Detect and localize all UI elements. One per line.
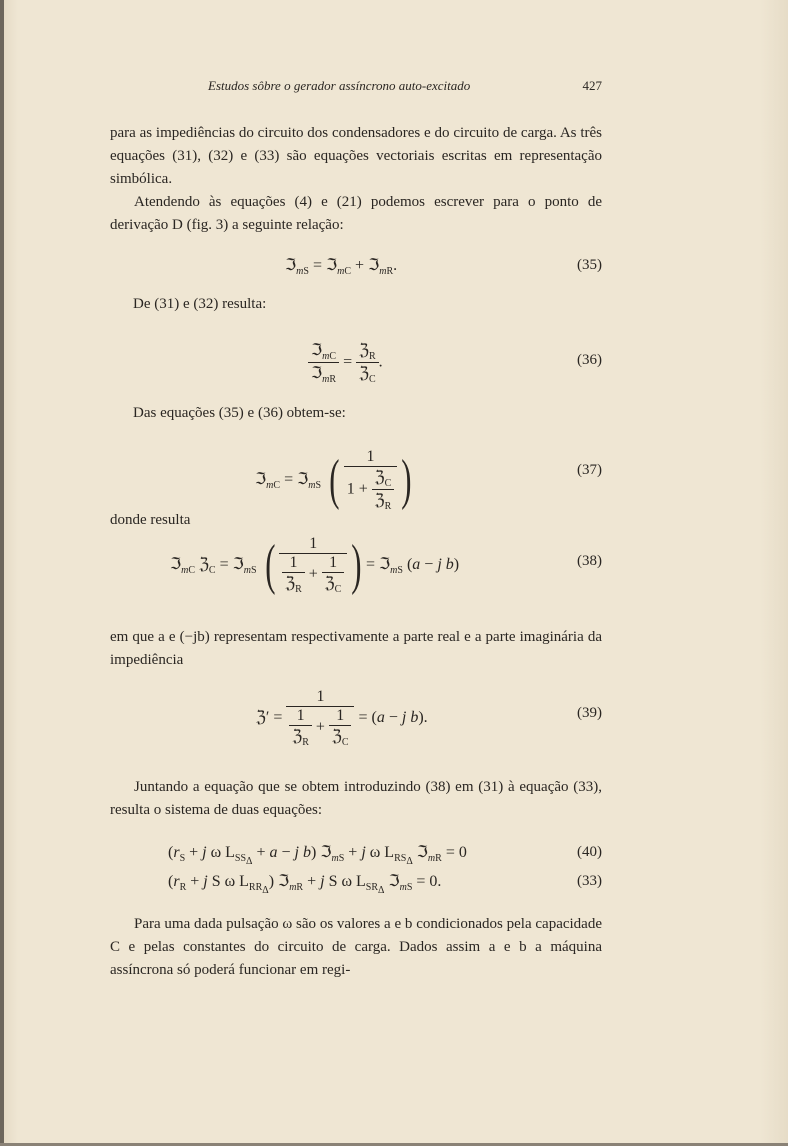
paragraph-8: Para uma dada pulsação ω são os valores a e b condicionados pela capacidade C e pelas constantes do circuito de carga. Dados assim a e b a máquina assíncrona só poderá funcionar em regi- bbox=[110, 916, 602, 978]
equation-number-38: (38) bbox=[577, 553, 602, 569]
running-title: Estudos sôbre o gerador assíncrono auto-excitado bbox=[208, 78, 471, 93]
equation-38: ℑ$_{mC}$ ℨ$_C$ = ℑ$_{mS}$ ( 1 $\frac{1}{ℨ_R}$ + $\frac{1}{ℨ_C}$ ) = ℑ$_{mS}$ (a − j b) bbox=[170, 534, 460, 597]
equation-number-36: (36) bbox=[577, 352, 602, 368]
equation-number-40: (40) bbox=[577, 844, 602, 860]
page-number: 427 bbox=[582, 78, 602, 93]
equation-40: ($r_S + j$ ω $L_{SS_\Delta} + a - j$ b) ℑ$_{mS}$ + j ω $L_{RS_\Delta}$ ℑ$_{mR}$ = 0 bbox=[168, 842, 467, 868]
equation-36: $\frac{ℑ_{mC}}{ℑ_{mR}}$ = $\frac{ℨ_R}{ℨ_C}$ . bbox=[308, 340, 383, 385]
paragraph-4: Das equações (35) e (36) obtem-se: bbox=[133, 405, 346, 421]
paragraph-6: em que a e (−jb) representam respectivamente a parte real e a parte imaginária da impediência bbox=[110, 629, 602, 668]
equation-35: ℑ$_{mS}$ = ℑ$_{mC}$ + ℑ$_{mR}$. bbox=[285, 255, 398, 278]
equation-number-35: (35) bbox=[577, 257, 602, 273]
equation-33: ($r_R + j$ S ω $L_{RR_\Delta}$) ℑ$_{mR}$ + j S ω $L_{SR_\Delta}$ ℑ$_{mS}$ = 0. bbox=[168, 871, 442, 897]
paragraph-5: donde resulta bbox=[110, 512, 191, 528]
equation-37: ℑ$_{mC}$ = ℑ$_{mS}$ ( 1 1 + $\frac{ℨ_C}{ℨ_R}$ ) bbox=[255, 448, 412, 513]
page-edge-left bbox=[0, 0, 4, 1146]
paragraph-1: para as impediências do circuito dos condensadores e do circuito de carga. As três equações (31), (32) e (33) são equações vectoriais escritas em representação simbólica. bbox=[110, 125, 602, 187]
paragraph-2: Atendendo às equações (4) e (21) podemos escrever para o ponto de derivação D (fig. 3) a seguinte relação: bbox=[110, 194, 602, 233]
paragraph-3: De (31) e (32) resulta: bbox=[133, 296, 267, 312]
paragraph-7: Juntando a equação que se obtem introduzindo (38) em (31) à equação (33), resulta o sistema de duas equações: bbox=[110, 779, 602, 818]
equation-number-39: (39) bbox=[577, 705, 602, 721]
equation-39: ℨ′ = 1 $\frac{1}{ℨ_R}$ + $\frac{1}{ℨ_C}$ = (a − j b). bbox=[256, 688, 428, 749]
equation-number-33: (33) bbox=[577, 873, 602, 889]
equation-number-37: (37) bbox=[577, 462, 602, 478]
